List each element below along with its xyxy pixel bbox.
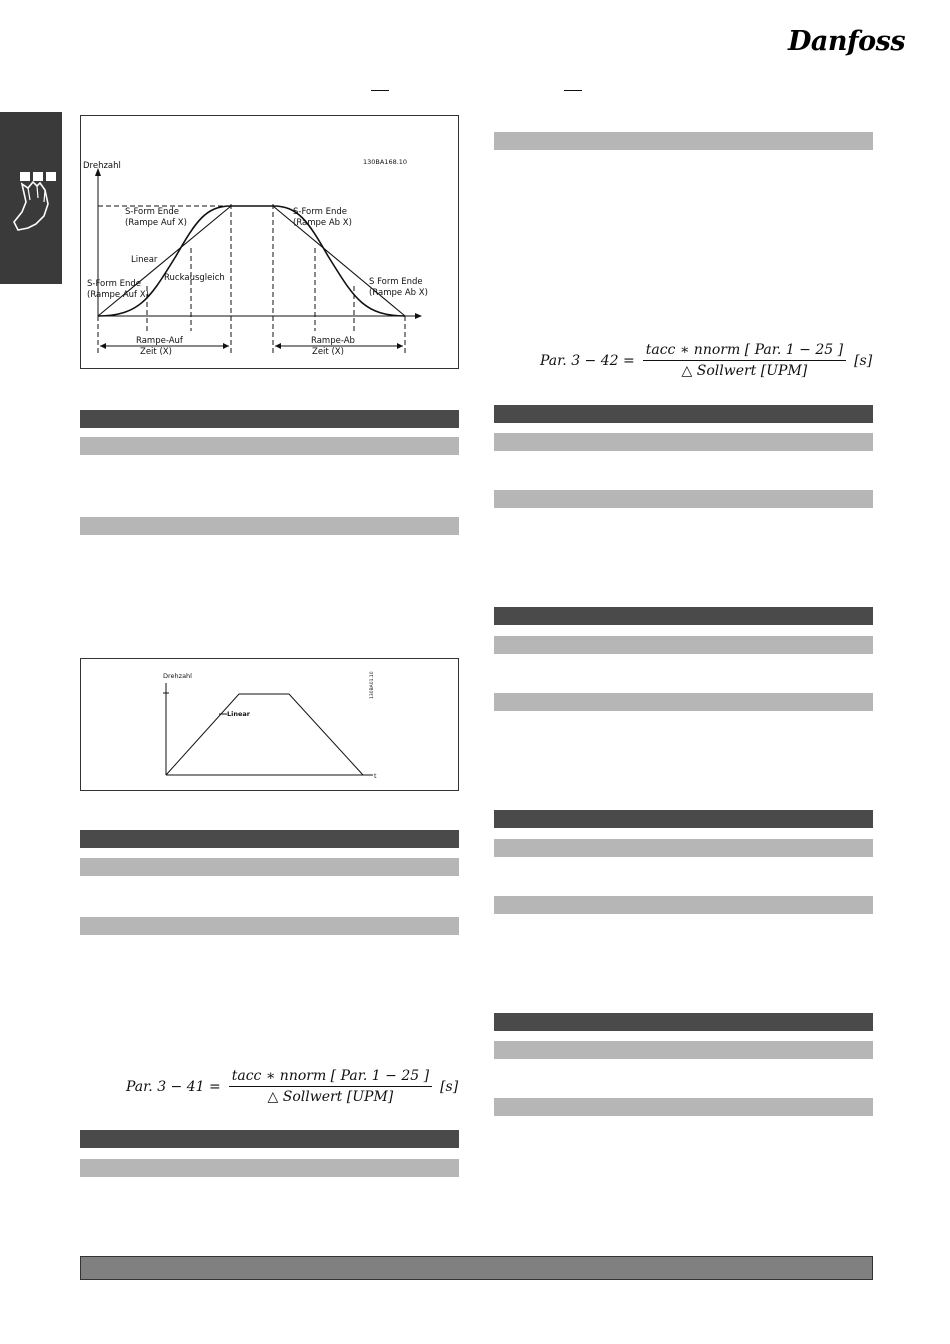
formula-numerator: tacc ∗ nnorm [ Par. 1 − 25 ] [229, 1068, 432, 1087]
rampe-auf-arrow-right [223, 343, 229, 349]
linear-ramp-figure [80, 658, 459, 791]
param-subheader-bar-3 [80, 858, 459, 876]
chapter-side-tab[interactable] [0, 112, 62, 284]
label-rampe-auf-2: Zeit (X) [140, 347, 172, 357]
formula-par-3-41 [126, 1068, 458, 1105]
param-subheader-bar-9 [494, 636, 873, 654]
param-subheader-bar-11 [494, 839, 873, 857]
param-subheader-bar-6 [494, 132, 873, 150]
s-ramp-diagram [81, 116, 460, 370]
param-subheader-bar-1 [80, 437, 459, 455]
label-ruckausgleich: Ruckausgleich [164, 273, 225, 283]
param-header-bar-7 [494, 1013, 873, 1031]
header-dash-left [371, 90, 389, 91]
formula-denominator: △ Sollwert [UPM] [267, 1089, 394, 1105]
formula-lhs: Par. 3 − 42 = [540, 352, 635, 369]
linear-ramp-curve [166, 694, 363, 775]
label-s-form-auf-bottom-2: (Rampe Auf X) [87, 290, 149, 300]
rampe-ab-arrow-right [397, 343, 403, 349]
hand-pointing-keys-icon [0, 112, 62, 284]
label-s-form-ab-bottom-2: (Rampe Ab X) [369, 288, 428, 298]
param-subheader-bar-10 [494, 693, 873, 711]
param-header-bar-4 [494, 405, 873, 423]
param-subheader-bar-7 [494, 433, 873, 451]
rampe-ab-arrow-left [275, 343, 281, 349]
label-rampe-ab-1: Rampe-Ab [311, 336, 355, 346]
formula-numerator: tacc ∗ nnorm [ Par. 1 − 25 ] [643, 342, 846, 361]
logo-wordmark: Danfoss [788, 26, 906, 57]
label-rampe-ab-2: Zeit (X) [312, 347, 344, 357]
y-axis-label: Drehzahl [83, 161, 121, 171]
label-s-form-ab-top-2: (Rampe Ab X) [293, 218, 352, 228]
param-subheader-bar-14 [494, 1098, 873, 1116]
param-header-bar-6 [494, 810, 873, 828]
x-axis-label: t [374, 772, 377, 780]
header-dash-right [564, 90, 582, 91]
page-footer-bar [80, 1256, 873, 1280]
param-subheader-bar-5 [80, 1159, 459, 1177]
formula-denominator: △ Sollwert [UPM] [681, 363, 808, 379]
label-s-form-ab-bottom-1: S Form Ende [369, 277, 423, 287]
label-s-form-auf-bottom-1: S-Form Ende [87, 279, 141, 289]
param-header-bar-1 [80, 410, 459, 428]
formula-par-3-42 [540, 342, 872, 379]
label-s-form-auf-top-1: S-Form Ende [125, 207, 179, 217]
rampe-auf-arrow-left [100, 343, 106, 349]
param-header-bar-5 [494, 607, 873, 625]
formula-unit: [s] [854, 352, 873, 369]
label-rampe-auf-1: Rampe-Auf [136, 336, 183, 346]
figure-id-code: 130BA01.10 [370, 671, 375, 699]
linear-ramp-diagram [81, 659, 460, 792]
param-subheader-bar-8 [494, 490, 873, 508]
s-ramp-figure [80, 115, 459, 369]
param-subheader-bar-2 [80, 517, 459, 535]
y-axis-label: Drehzahl [163, 672, 192, 680]
formula-fraction [643, 342, 846, 379]
label-s-form-ab-top-1: S-Form Ende [293, 207, 347, 217]
figure-id-code: 130BA168.10 [363, 158, 408, 166]
danfoss-logo [788, 22, 906, 62]
formula-fraction [229, 1068, 432, 1105]
formula-unit: [s] [440, 1078, 459, 1095]
param-subheader-bar-13 [494, 1041, 873, 1059]
formula-lhs: Par. 3 − 41 = [126, 1078, 221, 1095]
label-s-form-auf-top-2: (Rampe Auf X) [125, 218, 187, 228]
param-header-bar-2 [80, 830, 459, 848]
param-header-bar-3 [80, 1130, 459, 1148]
x-axis-arrow [415, 313, 422, 319]
label-linear: Linear [131, 255, 158, 265]
param-subheader-bar-4 [80, 917, 459, 935]
param-subheader-bar-12 [494, 896, 873, 914]
series-label-linear: Linear [227, 710, 250, 718]
